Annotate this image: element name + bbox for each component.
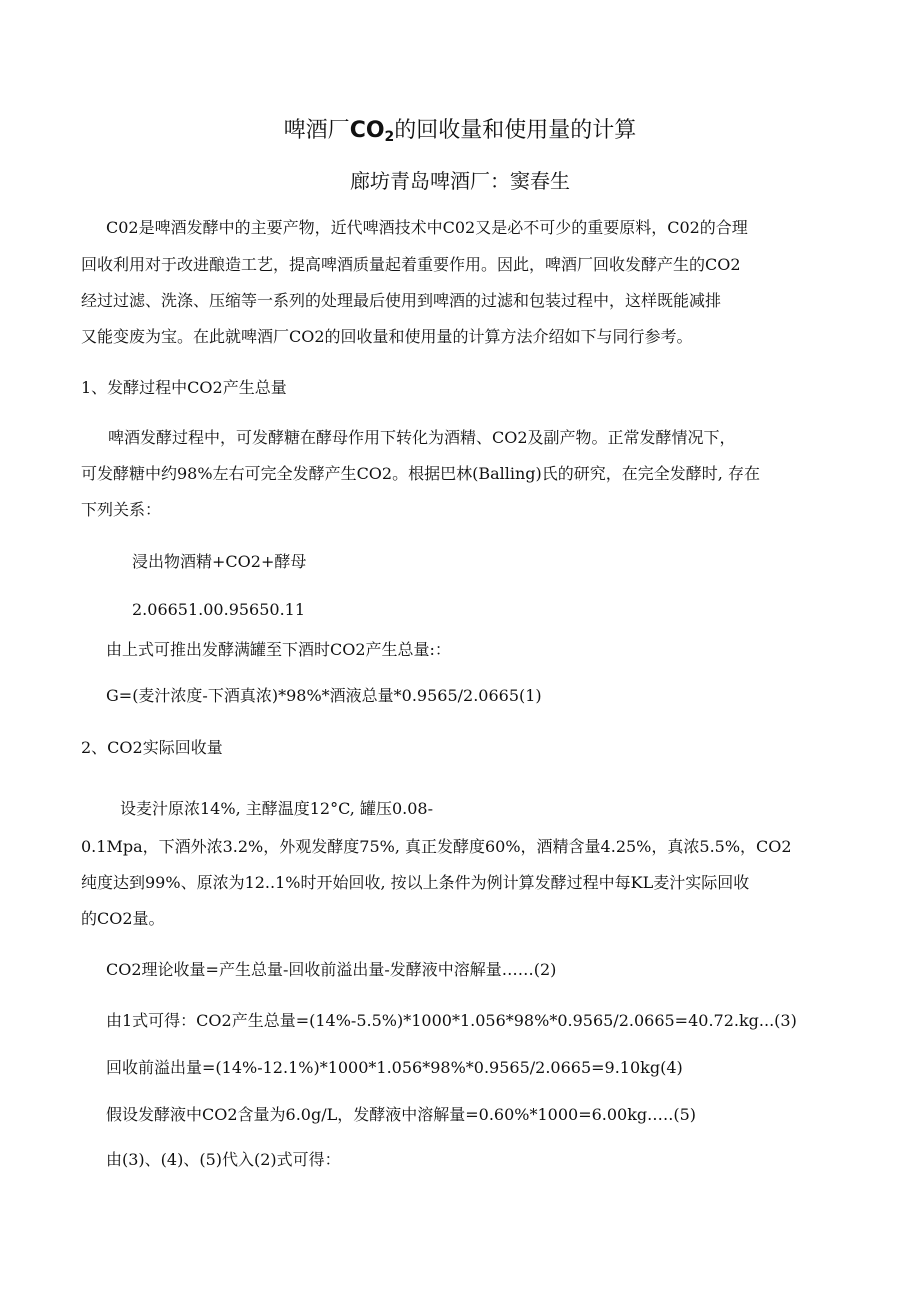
substitution-text: 由(3)、(4)、(5)代入(2)式可得：: [106, 1150, 341, 1169]
reaction-coefficients: 2.06651.00.95650.11: [132, 600, 306, 619]
author-line: 廊坊青岛啤酒厂：窦春生: [350, 169, 570, 193]
intro-line-2: 回收利用对于改进酿造工艺，提高啤酒质量起着重要作用。因此，啤酒厂回收发酵产生的CO2: [81, 255, 741, 274]
assumption-line-4: 的CO2量。: [81, 909, 165, 928]
section1-line-3: 下列关系：: [81, 500, 162, 519]
intro-line-4: 又能变废为宝。在此就啤酒厂CO2的回收量和使用量的计算方法介绍如下与同行参考。: [81, 327, 693, 346]
section2-heading: 2、CO2实际回收量: [81, 738, 223, 757]
equation-5: 假设发酵液中CO2含量为6.0g/L，发酵液中溶解量=0.60%*1000=6.00kg.….(5): [106, 1105, 697, 1124]
derivation-text: 由上式可推出发酵满罐至下酒时CO2产生总量:：: [106, 640, 451, 659]
intro-line-3: 经过过滤、洗涤、压缩等一系列的处理最后使用到啤酒的过滤和包装过程中，这样既能减排: [81, 291, 722, 310]
title-suffix: 的回收量和使用量的计算: [394, 118, 637, 143]
assumption-line-2: 0.1Mpa，下酒外浓3.2%，外观发酵度75%, 真正发酵度60%，酒精含量4.25%，真浓5.5%，CO2: [81, 837, 792, 856]
title-prefix: 啤酒厂: [283, 118, 350, 143]
reaction-equation: 浸出物酒精+CO2+酵母: [132, 552, 307, 571]
formula-1: G=(麦汁浓度-下酒真浓)*98%*酒液总量*0.9565/2.0665(1): [106, 686, 542, 705]
equation-2: CO2理论收量=产生总量-回收前溢出量-发酵液中溶解量……(2): [106, 960, 557, 979]
equation-4: 回收前溢出量=(14%-12.1%)*1000*1.056*98%*0.9565/2.0665=9.10kg(4): [106, 1058, 683, 1077]
title-chem-subscript: 2: [384, 129, 395, 145]
title-chemical-formula: [350, 118, 395, 143]
section1-heading: 1、发酵过程中CO2产生总量: [81, 378, 287, 397]
assumption-line-1: 设麦汁原浓14%, 主酵温度12°C, 罐压0.08-: [120, 799, 433, 818]
assumption-line-3: 纯度达到99%、原浓为12..1%时开始回收, 按以上条件为例计算发酵过程中每KL麦汁实际回收: [81, 873, 750, 892]
equation-3: 由1式可得：CO2产生总量=(14%-5.5%)*1000*1.056*98%*0.9565/2.0665=40.72.kg...(3): [106, 1011, 797, 1030]
document-title: [0, 114, 920, 154]
title-chem-main: CO: [349, 118, 385, 143]
section1-line-2: 可发酵糖中约98%左右可完全发酵产生CO2。根据巴林(Balling)氏的研究，在完全发酵时, 存在: [81, 464, 760, 483]
section1-line-1: 啤酒发酵过程中，可发酵糖在酵母作用下转化为酒精、CO2及副产物。正常发酵情况下，: [108, 428, 736, 447]
intro-line-1: C02是啤酒发酵中的主要产物，近代啤酒技术中C02又是必不可少的重要原料，C02的合理: [106, 218, 748, 237]
